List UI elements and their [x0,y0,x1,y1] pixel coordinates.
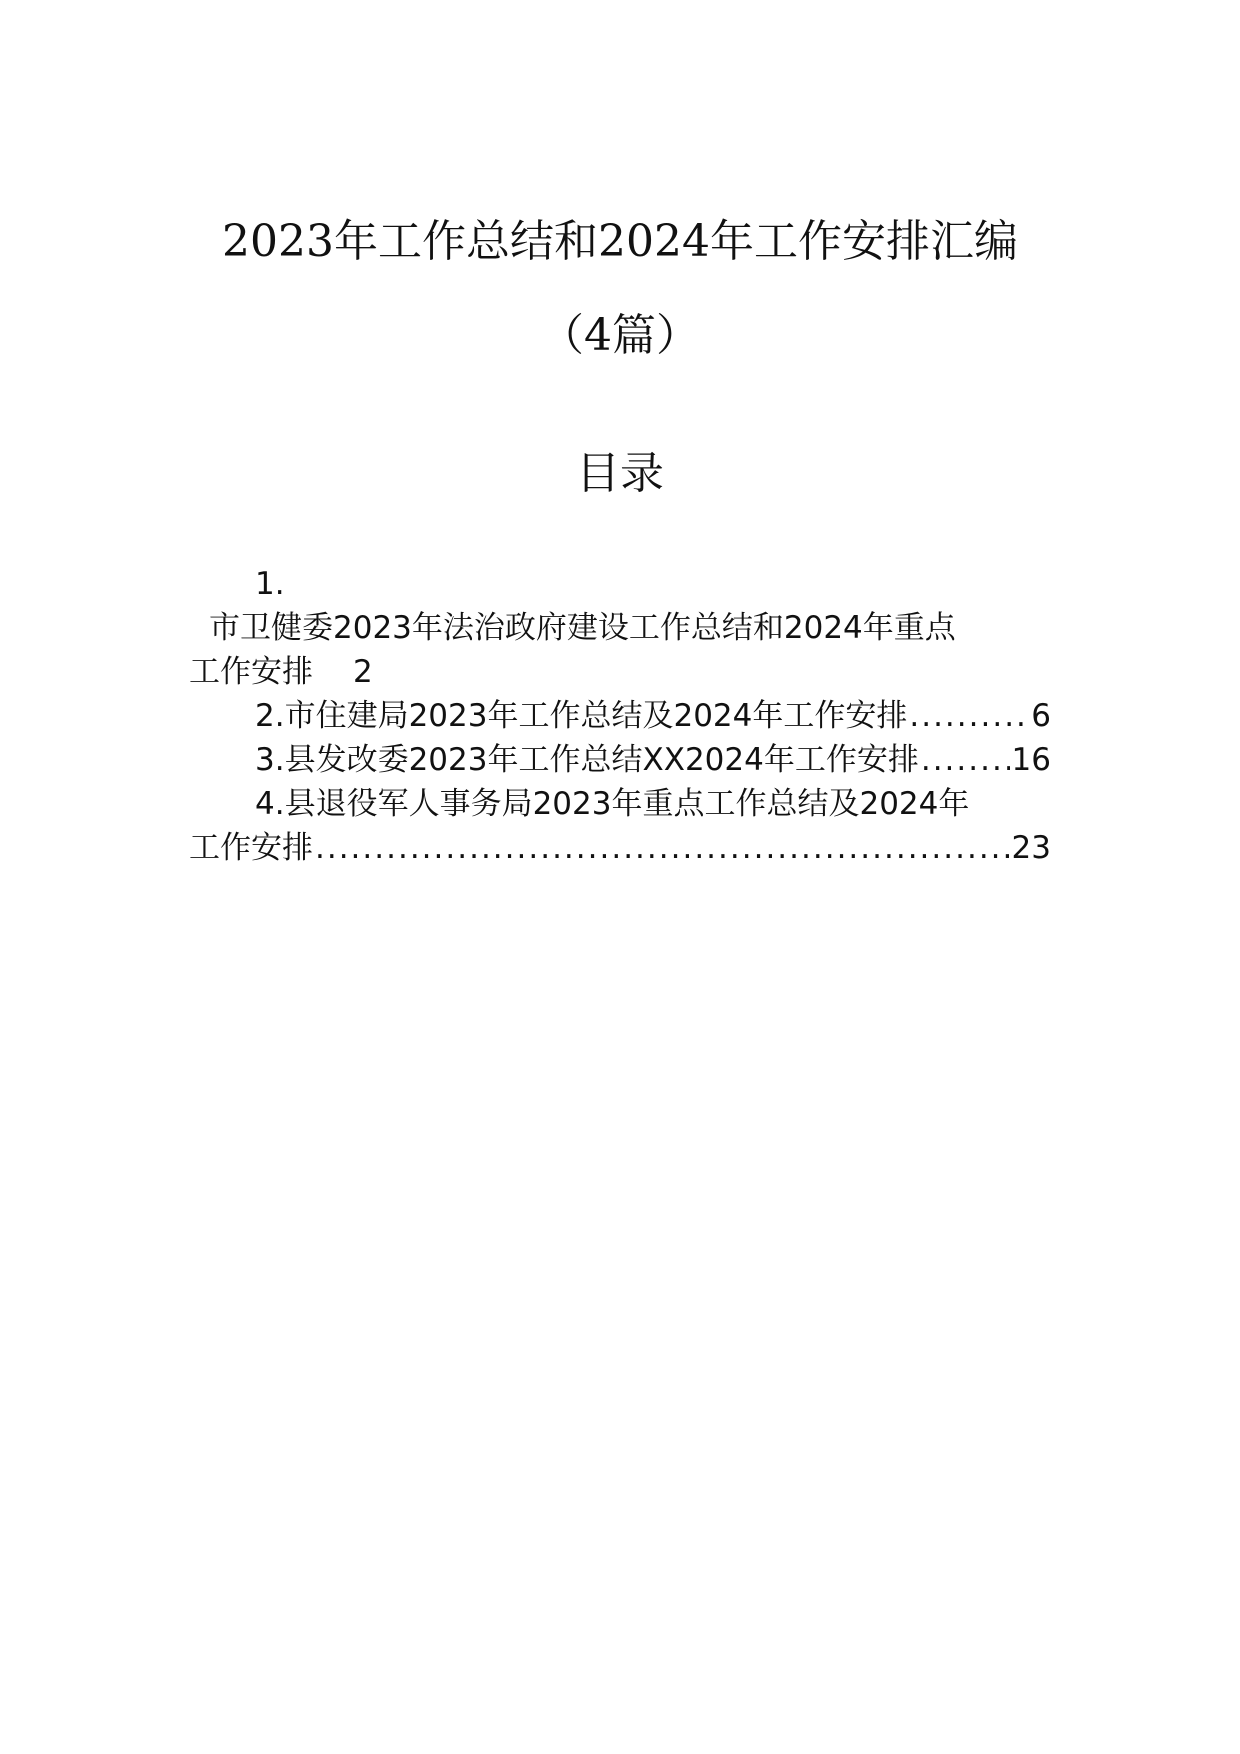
toc-entry-4-title-line[interactable] [189,782,1051,826]
toc-entry-page-number: 23 [1011,830,1051,866]
toc-entry-number: 1. [255,566,285,602]
toc-entry-1-title-line[interactable] [189,606,1051,650]
toc-entry-3[interactable] [189,738,1051,782]
dot-leader [315,826,1010,870]
toc-entry-page-number: 2 [353,654,373,690]
toc-entry-page-number: 16 [1011,742,1051,778]
dot-leader [921,738,1010,782]
toc-entry-number: 4. [255,786,285,822]
toc-entry-1-continuation[interactable] [189,650,1051,694]
toc-entry-number: 2. [255,698,285,734]
toc-entry-title: 市住建局2023年工作总结及2024年工作安排 [284,698,908,734]
dot-leader [909,694,1029,738]
toc-entry-4-continuation[interactable] [189,826,1051,870]
toc-heading: 目录 [576,448,664,499]
toc-entry-1-number-line[interactable] [189,562,1051,606]
document-subtitle: （4篇） [540,310,700,361]
toc-entry-title: 县退役军人事务局2023年重点工作总结及2024年 [284,786,970,822]
toc-entry-number: 3. [255,742,285,778]
toc-entry-page-number: 6 [1031,698,1051,734]
toc-entry-title-continuation: 工作安排 [189,830,313,866]
toc-entry-title-continuation: 工作安排 [189,654,313,690]
toc-entry-2[interactable] [189,694,1051,738]
table-of-contents [189,562,1051,870]
toc-entry-title: 县发改委2023年工作总结XX2024年工作安排 [284,742,919,778]
document-title: 2023年工作总结和2024年工作安排汇编 [222,216,1018,267]
toc-entry-title: 市卫健委2023年法治政府建设工作总结和2024年重点 [209,610,956,646]
